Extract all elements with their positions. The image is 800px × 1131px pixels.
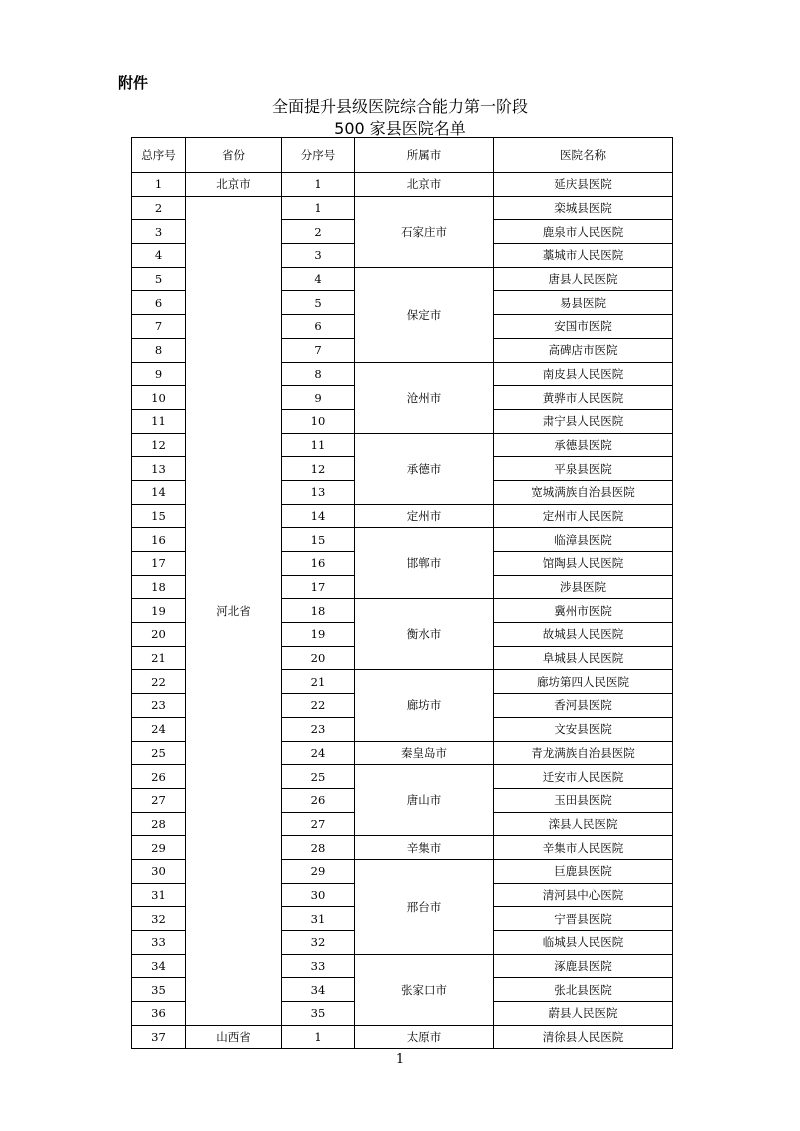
cell-sub-index: 18 xyxy=(282,599,355,623)
cell-hospital-name: 栾城县医院 xyxy=(494,196,673,220)
cell-city: 石家庄市 xyxy=(355,196,494,267)
cell-sub-index: 17 xyxy=(282,575,355,599)
cell-hospital-name: 巨鹿县医院 xyxy=(494,859,673,883)
cell-hospital-name: 馆陶县人民医院 xyxy=(494,552,673,576)
cell-city: 张家口市 xyxy=(355,954,494,1025)
cell-hospital-name: 黄骅市人民医院 xyxy=(494,386,673,410)
cell-total-index: 11 xyxy=(132,409,186,433)
cell-hospital-name: 香河县医院 xyxy=(494,694,673,718)
cell-total-index: 2 xyxy=(132,196,186,220)
cell-city: 邢台市 xyxy=(355,859,494,954)
cell-total-index: 36 xyxy=(132,1002,186,1026)
cell-total-index: 23 xyxy=(132,694,186,718)
cell-sub-index: 5 xyxy=(282,291,355,315)
cell-hospital-name: 藁城市人民医院 xyxy=(494,244,673,268)
cell-city: 定州市 xyxy=(355,504,494,528)
page-number: 1 xyxy=(395,1052,405,1067)
table-row xyxy=(132,196,673,220)
cell-total-index: 28 xyxy=(132,812,186,836)
cell-total-index: 15 xyxy=(132,504,186,528)
cell-sub-index: 10 xyxy=(282,409,355,433)
cell-total-index: 7 xyxy=(132,315,186,339)
cell-hospital-name: 易县医院 xyxy=(494,291,673,315)
cell-total-index: 14 xyxy=(132,480,186,504)
cell-hospital-name: 清徐县人民医院 xyxy=(494,1025,673,1049)
cell-hospital-name: 迁安市人民医院 xyxy=(494,765,673,789)
cell-hospital-name: 张北县医院 xyxy=(494,978,673,1002)
cell-total-index: 29 xyxy=(132,836,186,860)
cell-hospital-name: 廊坊第四人民医院 xyxy=(494,670,673,694)
cell-sub-index: 13 xyxy=(282,480,355,504)
cell-total-index: 25 xyxy=(132,741,186,765)
cell-total-index: 34 xyxy=(132,954,186,978)
cell-sub-index: 16 xyxy=(282,552,355,576)
cell-hospital-name: 青龙满族自治县医院 xyxy=(494,741,673,765)
cell-hospital-name: 滦县人民医院 xyxy=(494,812,673,836)
cell-total-index: 9 xyxy=(132,362,186,386)
cell-city: 廊坊市 xyxy=(355,670,494,741)
cell-hospital-name: 涿鹿县医院 xyxy=(494,954,673,978)
cell-total-index: 21 xyxy=(132,646,186,670)
cell-total-index: 31 xyxy=(132,883,186,907)
cell-sub-index: 4 xyxy=(282,267,355,291)
document-subtitle: 500 家县医院名单 xyxy=(334,119,466,138)
cell-city: 辛集市 xyxy=(355,836,494,860)
cell-total-index: 10 xyxy=(132,386,186,410)
cell-hospital-name: 涉县医院 xyxy=(494,575,673,599)
cell-hospital-name: 南皮县人民医院 xyxy=(494,362,673,386)
cell-total-index: 17 xyxy=(132,552,186,576)
cell-total-index: 37 xyxy=(132,1025,186,1049)
cell-sub-index: 35 xyxy=(282,1002,355,1026)
cell-sub-index: 8 xyxy=(282,362,355,386)
cell-sub-index: 27 xyxy=(282,812,355,836)
cell-sub-index: 19 xyxy=(282,623,355,647)
cell-sub-index: 23 xyxy=(282,717,355,741)
cell-hospital-name: 清河县中心医院 xyxy=(494,883,673,907)
cell-hospital-name: 安国市医院 xyxy=(494,315,673,339)
header-province: 省份 xyxy=(186,138,282,173)
attachment-label: 附件 xyxy=(118,74,149,92)
cell-total-index: 8 xyxy=(132,338,186,362)
cell-hospital-name: 延庆县医院 xyxy=(494,173,673,197)
table-header-row xyxy=(132,138,673,173)
cell-hospital-name: 阜城县人民医院 xyxy=(494,646,673,670)
table-body xyxy=(132,173,673,1049)
cell-hospital-name: 辛集市人民医院 xyxy=(494,836,673,860)
cell-sub-index: 22 xyxy=(282,694,355,718)
cell-hospital-name: 宽城满族自治县医院 xyxy=(494,480,673,504)
header-city: 所属市 xyxy=(355,138,494,173)
cell-sub-index: 2 xyxy=(282,220,355,244)
cell-total-index: 27 xyxy=(132,788,186,812)
cell-total-index: 32 xyxy=(132,907,186,931)
cell-hospital-name: 玉田县医院 xyxy=(494,788,673,812)
cell-hospital-name: 肃宁县人民医院 xyxy=(494,409,673,433)
cell-hospital-name: 蔚县人民医院 xyxy=(494,1002,673,1026)
cell-hospital-name: 文安县医院 xyxy=(494,717,673,741)
cell-total-index: 19 xyxy=(132,599,186,623)
cell-city: 沧州市 xyxy=(355,362,494,433)
cell-total-index: 1 xyxy=(132,173,186,197)
cell-sub-index: 32 xyxy=(282,931,355,955)
cell-sub-index: 15 xyxy=(282,528,355,552)
cell-total-index: 12 xyxy=(132,433,186,457)
header-sub-index: 分序号 xyxy=(282,138,355,173)
cell-city: 衡水市 xyxy=(355,599,494,670)
cell-total-index: 35 xyxy=(132,978,186,1002)
hospital-table xyxy=(131,137,673,1049)
cell-city: 秦皇岛市 xyxy=(355,741,494,765)
cell-total-index: 18 xyxy=(132,575,186,599)
header-total-index: 总序号 xyxy=(132,138,186,173)
cell-sub-index: 26 xyxy=(282,788,355,812)
cell-sub-index: 6 xyxy=(282,315,355,339)
cell-total-index: 6 xyxy=(132,291,186,315)
cell-sub-index: 3 xyxy=(282,244,355,268)
cell-city: 承德市 xyxy=(355,433,494,504)
cell-total-index: 4 xyxy=(132,244,186,268)
cell-sub-index: 1 xyxy=(282,173,355,197)
cell-sub-index: 14 xyxy=(282,504,355,528)
cell-hospital-name: 定州市人民医院 xyxy=(494,504,673,528)
cell-city: 保定市 xyxy=(355,267,494,362)
cell-hospital-name: 临漳县医院 xyxy=(494,528,673,552)
cell-hospital-name: 宁晋县医院 xyxy=(494,907,673,931)
cell-sub-index: 20 xyxy=(282,646,355,670)
cell-hospital-name: 承德县医院 xyxy=(494,433,673,457)
cell-sub-index: 29 xyxy=(282,859,355,883)
cell-sub-index: 11 xyxy=(282,433,355,457)
cell-hospital-name: 故城县人民医院 xyxy=(494,623,673,647)
cell-hospital-name: 冀州市医院 xyxy=(494,599,673,623)
cell-sub-index: 31 xyxy=(282,907,355,931)
cell-sub-index: 33 xyxy=(282,954,355,978)
cell-total-index: 20 xyxy=(132,623,186,647)
cell-sub-index: 25 xyxy=(282,765,355,789)
table-row xyxy=(132,1025,673,1049)
cell-hospital-name: 临城县人民医院 xyxy=(494,931,673,955)
cell-sub-index: 7 xyxy=(282,338,355,362)
cell-total-index: 33 xyxy=(132,931,186,955)
cell-sub-index: 1 xyxy=(282,1025,355,1049)
cell-total-index: 3 xyxy=(132,220,186,244)
cell-city: 唐山市 xyxy=(355,765,494,836)
cell-total-index: 24 xyxy=(132,717,186,741)
cell-city: 太原市 xyxy=(355,1025,494,1049)
cell-hospital-name: 平泉县医院 xyxy=(494,457,673,481)
cell-total-index: 22 xyxy=(132,670,186,694)
cell-sub-index: 28 xyxy=(282,836,355,860)
cell-total-index: 30 xyxy=(132,859,186,883)
cell-city: 邯郸市 xyxy=(355,528,494,599)
cell-province: 河北省 xyxy=(186,196,282,1025)
cell-city: 北京市 xyxy=(355,173,494,197)
cell-total-index: 26 xyxy=(132,765,186,789)
cell-sub-index: 21 xyxy=(282,670,355,694)
cell-sub-index: 9 xyxy=(282,386,355,410)
cell-province: 山西省 xyxy=(186,1025,282,1049)
cell-hospital-name: 鹿泉市人民医院 xyxy=(494,220,673,244)
cell-total-index: 13 xyxy=(132,457,186,481)
cell-province: 北京市 xyxy=(186,173,282,197)
header-hospital-name: 医院名称 xyxy=(494,138,673,173)
cell-sub-index: 24 xyxy=(282,741,355,765)
cell-total-index: 5 xyxy=(132,267,186,291)
table-row xyxy=(132,173,673,197)
cell-sub-index: 12 xyxy=(282,457,355,481)
cell-total-index: 16 xyxy=(132,528,186,552)
document-title: 全面提升县级医院综合能力第一阶段 xyxy=(271,97,528,116)
cell-hospital-name: 唐县人民医院 xyxy=(494,267,673,291)
cell-sub-index: 1 xyxy=(282,196,355,220)
cell-sub-index: 34 xyxy=(282,978,355,1002)
cell-sub-index: 30 xyxy=(282,883,355,907)
cell-hospital-name: 高碑店市医院 xyxy=(494,338,673,362)
